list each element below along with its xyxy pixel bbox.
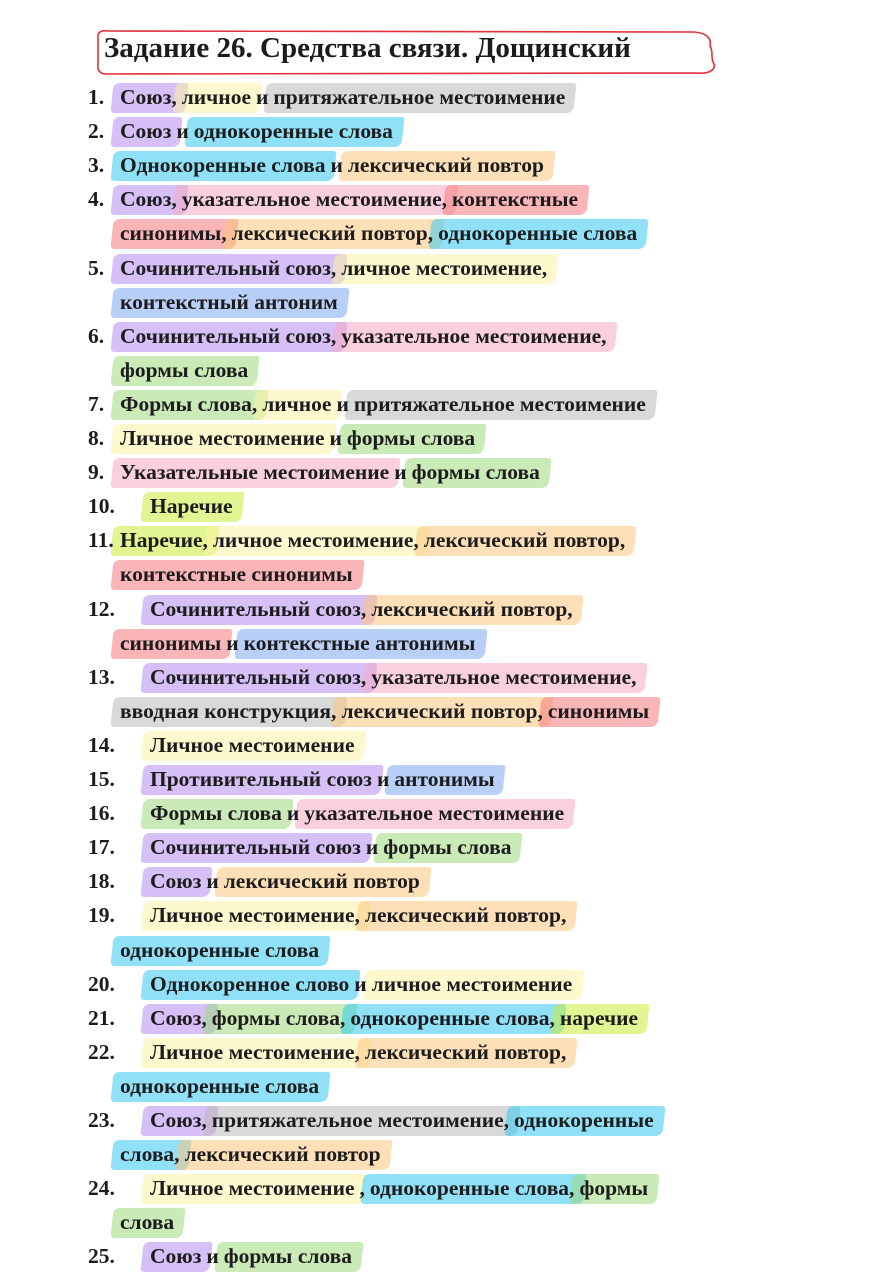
list-item-line xyxy=(118,114,396,148)
highlighted-term: личное местоимение xyxy=(370,967,575,1001)
list-item-number: 24. xyxy=(88,1176,115,1201)
list-item-line xyxy=(148,660,640,694)
list-item-number: 12. xyxy=(88,596,115,621)
list-item-number: 20. xyxy=(88,971,115,996)
highlighted-term: Противительный союз xyxy=(148,762,374,796)
highlighted-term: формы слова, xyxy=(210,1001,348,1035)
list-item-number: 8. xyxy=(88,426,105,450)
highlighted-term: Личное местоимение, xyxy=(148,898,362,932)
list-item-line xyxy=(148,967,575,1001)
list-item-number: 10. xyxy=(88,494,115,519)
highlighted-term: указательное местоимение, xyxy=(339,319,608,353)
list-item-line xyxy=(118,80,568,114)
highlighted-term: лексический повтор xyxy=(222,864,422,898)
highlighted-term: Союз, xyxy=(118,182,179,216)
list-item-line xyxy=(148,1001,641,1035)
highlighted-term: и xyxy=(376,767,390,791)
highlighted-term: и xyxy=(206,1244,219,1269)
highlighted-term: формы слова xyxy=(345,421,477,455)
highlighted-term: и xyxy=(394,460,407,485)
highlighted-term: Однокоренные слова xyxy=(118,148,327,182)
page-title: Задание 26. Средства связи. Дощинский xyxy=(104,32,631,64)
list-item-number: 1. xyxy=(88,85,105,109)
list-item-line xyxy=(118,319,610,353)
list-item-number: 15. xyxy=(88,767,115,791)
highlighted-term: Наречие xyxy=(148,489,235,523)
highlighted-term: однокоренные слова xyxy=(436,216,639,250)
list-item-line xyxy=(148,489,236,523)
highlighted-term: и xyxy=(365,835,379,860)
highlighted-term: Сочинительный союз, xyxy=(148,592,368,626)
list-item-line xyxy=(118,523,628,557)
list-item-line xyxy=(148,1171,651,1205)
highlighted-term: формы xyxy=(577,1171,650,1205)
list-item-number: 22. xyxy=(88,1039,115,1064)
highlighted-term: контекстные xyxy=(450,182,580,216)
highlighted-term: вводная конструкция, xyxy=(118,694,338,728)
highlighted-term: Наречие, xyxy=(118,523,210,557)
highlighted-term: лексический повтор, xyxy=(363,1035,568,1069)
list-item-line xyxy=(148,728,358,762)
highlighted-term: синонимы xyxy=(118,626,223,660)
list-item-number: 2. xyxy=(88,119,105,144)
list-item-line xyxy=(118,694,652,728)
list-item-line xyxy=(118,455,543,489)
highlighted-term: лексический повтор, xyxy=(422,523,627,557)
highlighted-term: лексический повтор, xyxy=(363,898,568,932)
list-item-line xyxy=(118,387,649,421)
highlighted-term: формы слова xyxy=(410,455,542,489)
highlighted-term: Сочинительный союз, xyxy=(148,660,368,694)
highlighted-term: притяжательное местоимение xyxy=(271,80,567,114)
highlighted-term: Указательные местоимение xyxy=(118,455,391,489)
highlighted-term: однокоренные слова xyxy=(192,114,395,148)
highlighted-term: однокоренные слова xyxy=(118,1069,321,1103)
highlighted-term: Сочинительный союз xyxy=(148,830,363,864)
list-item-line xyxy=(118,557,356,591)
list-item-number: 18. xyxy=(88,869,115,894)
highlighted-term: Личное местоимение xyxy=(148,728,357,762)
highlighted-term: наречие xyxy=(558,1001,640,1035)
list-item-number: 13. xyxy=(88,664,115,689)
highlighted-term: и xyxy=(256,85,269,109)
list-item-line xyxy=(118,353,251,387)
list-item-number: 21. xyxy=(88,1005,115,1030)
highlighted-term: лексический повтор xyxy=(183,1137,383,1171)
list-item-line xyxy=(118,421,478,455)
list-item-line xyxy=(148,796,567,830)
highlighted-term: контекстные антонимы xyxy=(242,626,478,660)
highlighted-term: , xyxy=(359,1176,365,1201)
highlighted-term: Союз, xyxy=(118,80,179,114)
highlighted-term: и xyxy=(226,630,239,655)
highlighted-term: синонимы xyxy=(546,694,651,728)
highlighted-term: и xyxy=(176,119,189,144)
highlighted-term: личное местоимение, xyxy=(211,523,421,557)
highlighted-term: формы слова xyxy=(222,1239,354,1273)
highlighted-term: однокоренные слова xyxy=(118,933,321,967)
highlighted-term: указательное местоимение xyxy=(302,796,566,830)
highlighted-term: и xyxy=(206,869,219,894)
list-item-number: 5. xyxy=(88,255,105,280)
highlighted-term: и xyxy=(330,153,343,178)
highlighted-term: указательное местоимение, xyxy=(180,182,449,216)
list-item-number: 11. xyxy=(88,528,114,553)
list-item-line xyxy=(148,864,423,898)
list-item-number: 23. xyxy=(88,1108,115,1132)
list-item-line xyxy=(118,285,341,319)
list-item-number: 19. xyxy=(88,903,115,928)
list-item-number: 14. xyxy=(88,732,115,757)
list-item-number: 4. xyxy=(88,187,105,212)
highlighted-term: притяжательное местоимение xyxy=(352,387,648,421)
highlighted-term: лексический повтор xyxy=(346,148,546,182)
highlighted-term: лексический повтор, xyxy=(369,592,574,626)
highlighted-term: однокоренные слова, xyxy=(368,1171,577,1205)
list-item-line xyxy=(148,898,569,932)
highlighted-term: Однокоренное слово xyxy=(148,967,351,1001)
list-item-line xyxy=(118,1069,322,1103)
highlighted-term: личное xyxy=(180,80,253,114)
highlighted-term: и xyxy=(329,426,342,450)
list-item-line xyxy=(148,1103,657,1137)
list-item-line xyxy=(118,626,478,660)
highlighted-term: лексический повтор, xyxy=(339,694,544,728)
list-item-line xyxy=(148,1239,355,1273)
list-item-number: 7. xyxy=(88,391,105,416)
highlighted-term: Формы слова, xyxy=(118,387,259,421)
list-item-line xyxy=(118,216,640,250)
highlighted-term: Союз, xyxy=(148,1001,209,1035)
highlighted-term: Союз xyxy=(148,1239,203,1273)
highlighted-term: Сочинительный союз, xyxy=(118,251,338,285)
highlighted-term: формы слова xyxy=(118,353,250,387)
highlighted-term: Союз xyxy=(148,864,203,898)
highlighted-term: слова xyxy=(118,1205,176,1239)
list-item-line xyxy=(118,1137,384,1171)
highlighted-term: личное местоимение, xyxy=(339,251,549,285)
list-item-number: 3. xyxy=(88,153,105,178)
highlighted-term: Формы слова xyxy=(148,796,284,830)
highlighted-term: слова, xyxy=(118,1137,182,1171)
highlighted-term: однокоренные слова, xyxy=(348,1001,557,1035)
highlighted-term: антонимы xyxy=(392,762,496,796)
list-item-line xyxy=(148,830,514,864)
highlighted-term: и xyxy=(286,801,300,826)
list-item-line xyxy=(148,1035,569,1069)
highlighted-term: Союз xyxy=(118,114,173,148)
highlighted-term: притяжательное местоимение, xyxy=(210,1103,511,1137)
list-item-number: 25. xyxy=(88,1244,115,1269)
highlighted-term: Личное местоимение xyxy=(148,1171,357,1205)
list-item-number: 9. xyxy=(88,460,105,485)
highlighted-term: однокоренные xyxy=(512,1103,656,1137)
highlighted-term: лексический повтор, xyxy=(230,216,435,250)
list-item-number: 17. xyxy=(88,835,115,860)
highlighted-term: контекстные синонимы xyxy=(118,557,355,591)
list-item-line xyxy=(148,592,576,626)
highlighted-term: Союз, xyxy=(148,1103,209,1137)
highlighted-term: указательное местоимение, xyxy=(369,660,638,694)
highlighted-term: Личное местоимение xyxy=(118,421,327,455)
highlighted-term: и xyxy=(336,391,349,416)
highlighted-term: и xyxy=(354,971,367,996)
highlighted-term: Сочинительный союз, xyxy=(118,319,338,353)
list-item-line xyxy=(118,251,550,285)
list-item-line xyxy=(118,1205,177,1239)
list-item-number: 6. xyxy=(88,323,105,348)
list-item-line xyxy=(118,148,547,182)
list-item-number: 16. xyxy=(88,801,115,826)
highlighted-term: контекстный антоним xyxy=(118,285,340,319)
list-item-line xyxy=(118,182,581,216)
list-item-line xyxy=(118,933,322,967)
highlighted-term: формы слова xyxy=(381,830,513,864)
highlighted-term: личное xyxy=(260,387,333,421)
list-item-line xyxy=(148,762,498,796)
highlighted-term: Личное местоимение, xyxy=(148,1035,362,1069)
highlighted-term: синонимы, xyxy=(118,216,229,250)
